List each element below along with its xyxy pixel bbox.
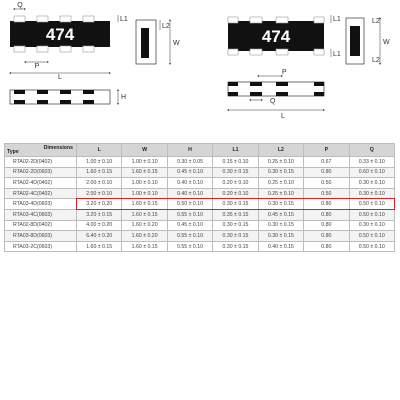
right-label-l1-bottom: L1 <box>333 51 341 58</box>
value-cell: 1.60 ± 0.20 <box>122 231 167 242</box>
right-label-p: P <box>282 69 287 76</box>
value-cell: 0.55 ± 0.10 <box>167 241 212 252</box>
value-cell: 1.60 ± 0.15 <box>77 241 122 252</box>
column-header: Q <box>349 144 394 157</box>
value-cell: 0.20 ± 0.10 <box>213 188 258 199</box>
left-label-l1: L1 <box>120 16 128 23</box>
header-type-label: Type <box>7 149 19 155</box>
right-label-l2-top: L2 <box>372 18 380 25</box>
table-row <box>5 167 395 178</box>
left-marking-code: 474 <box>45 25 75 44</box>
value-cell: 0.25 ± 0.10 <box>258 157 303 168</box>
value-cell: 1.00 ± 0.10 <box>122 178 167 189</box>
value-cell: 0.30 ± 0.15 <box>213 220 258 231</box>
left-label-h: H <box>121 94 127 101</box>
value-cell: 0.30 ± 0.15 <box>213 241 258 252</box>
right-side-view <box>346 18 390 64</box>
value-cell: 0.50 ± 0.10 <box>349 241 394 252</box>
type-cell: RTA02-2D(0603) <box>5 167 77 178</box>
value-cell: 0.30 ± 0.10 <box>349 178 394 189</box>
value-cell: 0.50 <box>304 178 349 189</box>
left-label-q: Q <box>17 2 23 9</box>
value-cell: 3.20 ± 0.20 <box>77 199 122 210</box>
value-cell: 0.60 ± 0.10 <box>349 167 394 178</box>
column-header: P <box>304 144 349 157</box>
value-cell: 1.60 ± 0.15 <box>122 209 167 220</box>
column-header: H <box>167 144 212 157</box>
value-cell: 0.20 ± 0.10 <box>213 178 258 189</box>
value-cell: 0.40 ± 0.10 <box>167 188 212 199</box>
column-header: W <box>122 144 167 157</box>
left-side-view <box>136 20 180 64</box>
value-cell: 0.50 ± 0.10 <box>349 199 394 210</box>
header-dimensions-label: Dimensions <box>43 145 73 151</box>
value-cell: 0.50 ± 0.10 <box>349 209 394 220</box>
value-cell: 0.30 ± 0.15 <box>213 167 258 178</box>
column-header: L1 <box>213 144 258 157</box>
type-cell: RTA03-8D(0603) <box>5 231 77 242</box>
right-marking-code: 474 <box>261 27 291 46</box>
table-body <box>5 157 395 252</box>
type-cell: RTA02-2D(0402) <box>5 157 77 168</box>
value-cell: 0.45 ± 0.10 <box>167 167 212 178</box>
value-cell: 0.40 ± 0.10 <box>167 178 212 189</box>
value-cell: 0.40 ± 0.15 <box>258 241 303 252</box>
right-label-l1-top: L1 <box>333 16 341 23</box>
value-cell: 1.00 ± 0.10 <box>77 157 122 168</box>
value-cell: 0.30 ± 0.15 <box>213 199 258 210</box>
right-label-l2-bottom: L2 <box>372 57 380 64</box>
left-label-w: W <box>173 40 180 47</box>
value-cell: 2.00 ± 0.10 <box>77 178 122 189</box>
type-dimensions-header <box>5 144 77 157</box>
table-row <box>5 209 395 220</box>
value-cell: 1.60 ± 0.20 <box>122 220 167 231</box>
column-header: L <box>77 144 122 157</box>
left-label-l2: L2 <box>162 23 170 30</box>
value-cell: 0.30 ± 0.10 <box>349 188 394 199</box>
table-row <box>5 199 395 210</box>
value-cell: 0.55 ± 0.10 <box>167 231 212 242</box>
value-cell: 0.50 ± 0.10 <box>167 199 212 210</box>
right-front-view <box>228 69 324 120</box>
left-top-view <box>10 2 128 81</box>
left-label-l: L <box>58 74 62 81</box>
value-cell: 0.80 <box>304 231 349 242</box>
value-cell: 4.00 ± 0.20 <box>77 220 122 231</box>
table-header-row <box>5 144 395 157</box>
value-cell: 0.30 ± 0.15 <box>258 220 303 231</box>
value-cell: 3.20 ± 0.15 <box>77 209 122 220</box>
value-cell: 1.00 ± 0.10 <box>122 188 167 199</box>
value-cell: 6.40 ± 0.20 <box>77 231 122 242</box>
value-cell: 0.30 ± 0.15 <box>213 231 258 242</box>
value-cell: 0.33 ± 0.10 <box>349 157 394 168</box>
table-row <box>5 241 395 252</box>
value-cell: 0.50 ± 0.10 <box>349 231 394 242</box>
value-cell: 0.25 ± 0.10 <box>258 188 303 199</box>
value-cell: 0.35 ± 0.15 <box>213 209 258 220</box>
type-cell: RTA02-4D(0402) <box>5 178 77 189</box>
value-cell: 0.45 ± 0.10 <box>167 220 212 231</box>
value-cell: 0.45 ± 0.15 <box>258 209 303 220</box>
value-cell: 0.30 ± 0.15 <box>258 167 303 178</box>
table-row <box>5 157 395 168</box>
value-cell: 0.67 <box>304 157 349 168</box>
type-cell: RTA03-4C(0603) <box>5 209 77 220</box>
right-label-q: Q <box>270 98 276 105</box>
value-cell: 1.00 ± 0.10 <box>122 157 167 168</box>
component-dimension-drawings <box>0 0 400 135</box>
value-cell: 0.25 ± 0.10 <box>258 178 303 189</box>
value-cell: 1.60 ± 0.15 <box>77 167 122 178</box>
value-cell: 0.80 <box>304 209 349 220</box>
left-front-view <box>10 90 126 104</box>
table-row <box>5 178 395 189</box>
value-cell: 1.60 ± 0.15 <box>122 241 167 252</box>
value-cell: 0.80 <box>304 199 349 210</box>
column-header: L2 <box>258 144 303 157</box>
value-cell: 1.60 ± 0.15 <box>122 167 167 178</box>
value-cell: 0.30 ± 0.15 <box>258 231 303 242</box>
value-cell: 0.50 <box>304 188 349 199</box>
type-cell: RTA02-4C(0402) <box>5 188 77 199</box>
value-cell: 0.55 ± 0.10 <box>167 209 212 220</box>
value-cell: 0.15 ± 0.10 <box>213 157 258 168</box>
type-cell: RTA02-8D(0402) <box>5 220 77 231</box>
dimensions-table <box>4 143 395 252</box>
value-cell: 0.80 <box>304 167 349 178</box>
value-cell: 1.60 ± 0.15 <box>122 199 167 210</box>
type-cell: RTA03-4D(0603) <box>5 199 77 210</box>
value-cell: 0.80 <box>304 241 349 252</box>
value-cell: 2.00 ± 0.10 <box>77 188 122 199</box>
left-label-p: P <box>34 63 40 70</box>
value-cell: 0.30 ± 0.15 <box>258 199 303 210</box>
table-row <box>5 220 395 231</box>
right-label-w: W <box>383 39 390 46</box>
table-row <box>5 188 395 199</box>
value-cell: 0.30 ± 0.10 <box>349 220 394 231</box>
right-top-view <box>228 15 341 58</box>
table-row <box>5 231 395 242</box>
value-cell: 0.80 <box>304 220 349 231</box>
type-cell: RTA03-2C(0603) <box>5 241 77 252</box>
value-cell: 0.30 ± 0.05 <box>167 157 212 168</box>
right-label-l: L <box>281 113 285 120</box>
